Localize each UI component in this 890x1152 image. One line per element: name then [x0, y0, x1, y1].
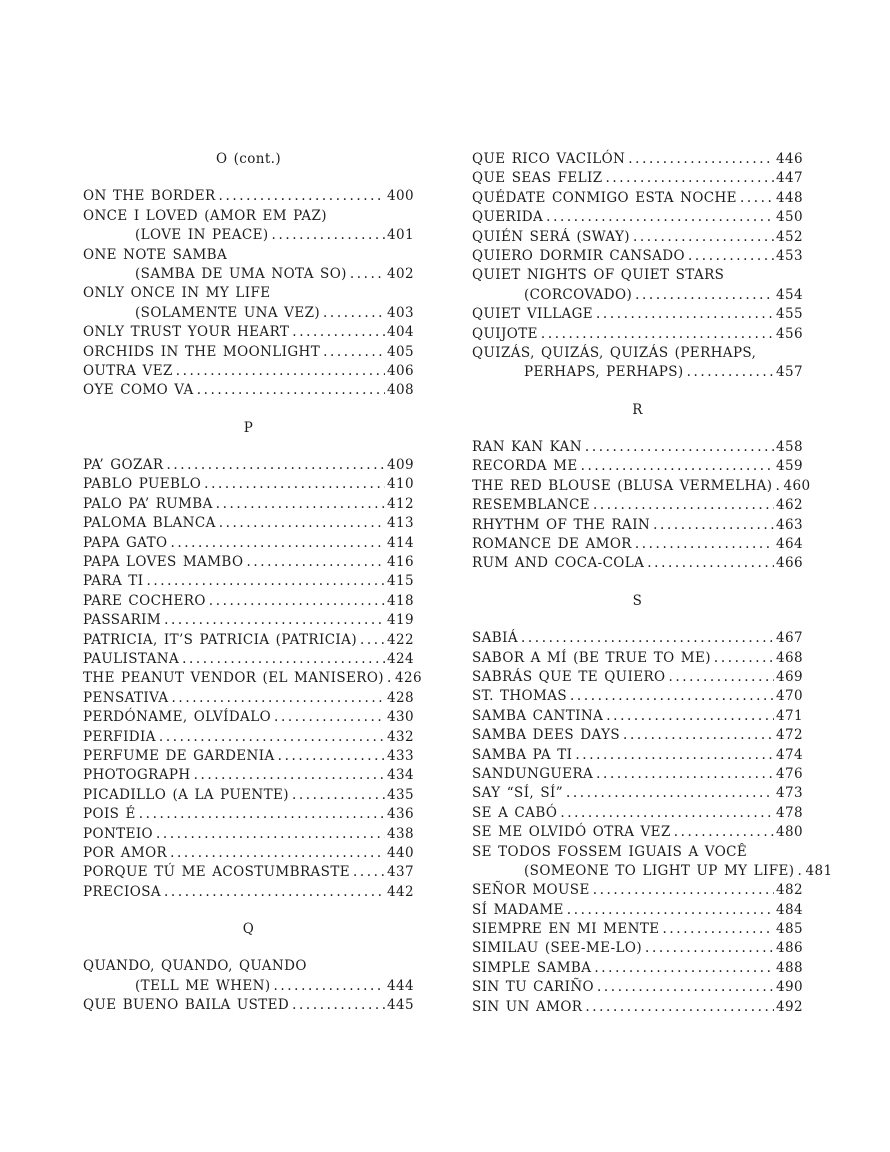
index-entry	[472, 286, 803, 305]
dot-leader	[647, 554, 774, 573]
entry-page-number: 444	[387, 977, 414, 994]
dot-leader	[164, 883, 385, 902]
index-entry	[472, 228, 803, 247]
entry-title: PAULISTANA	[83, 650, 180, 667]
index-entry	[83, 187, 414, 206]
entry-title: PHOTOGRAPH	[83, 767, 191, 784]
index-entry	[83, 475, 414, 494]
index-entry	[472, 668, 803, 687]
index-entry	[83, 766, 414, 785]
dot-leader	[687, 363, 774, 382]
dot-leader	[219, 187, 385, 206]
entry-title: PERFIDIA	[83, 728, 156, 745]
dot-leader	[594, 959, 774, 978]
entry-page-number: 455	[776, 306, 803, 323]
index-entry	[83, 226, 414, 245]
index-entry	[472, 247, 803, 266]
entry-title: PERFUME DE GARDENIA	[83, 747, 275, 764]
index-entry	[472, 496, 803, 515]
dot-leader	[775, 477, 781, 496]
entry-page-number: 454	[776, 286, 803, 303]
dot-leader	[164, 611, 385, 630]
entry-title: SANDUNGUERA	[472, 765, 594, 782]
entry-page-number: 453	[776, 247, 803, 264]
dot-leader	[194, 766, 385, 785]
entry-page-number: 442	[387, 883, 414, 900]
index-entry	[83, 246, 414, 265]
entry-page-number: 471	[776, 707, 803, 724]
entry-page-number: 418	[387, 592, 414, 609]
index-entry	[472, 477, 811, 496]
index-entry	[472, 998, 803, 1017]
entry-page-number: 440	[387, 844, 414, 861]
entry-page-number: 470	[776, 688, 803, 705]
index-entry	[83, 592, 414, 611]
entry-page-number: 482	[776, 882, 803, 899]
entry-page-number: 459	[776, 458, 803, 475]
entry-page-number: 464	[776, 536, 803, 553]
entry-page-number: 490	[776, 979, 803, 996]
entry-page-number: 403	[387, 304, 414, 321]
index-entry	[83, 805, 414, 824]
entry-page-number: 473	[776, 785, 803, 802]
entry-title: SAMBA CANTINA	[472, 707, 604, 724]
dot-leader	[623, 726, 774, 745]
entry-title: PABLO PUEBLO	[83, 476, 202, 493]
entry-page-number: 438	[387, 825, 414, 842]
dot-leader	[653, 516, 774, 535]
dot-leader	[566, 784, 774, 803]
entry-title: PARE COCHERO	[83, 592, 206, 609]
dot-leader	[274, 708, 385, 727]
dot-leader	[581, 457, 774, 476]
entry-title: ONE NOTE SAMBA	[83, 246, 228, 263]
entry-page-number: 484	[776, 901, 803, 918]
index-entry	[472, 746, 803, 765]
entry-page-number: 492	[776, 998, 803, 1015]
dot-leader	[567, 901, 774, 920]
dot-leader	[278, 747, 385, 766]
entry-page-number: 413	[387, 515, 414, 532]
entry-page-number: 428	[387, 689, 414, 706]
dot-leader	[597, 978, 774, 997]
dot-leader	[797, 862, 803, 881]
entry-title: SIMILAU (SEE-ME-LO)	[472, 940, 643, 957]
index-entry	[83, 883, 414, 902]
entry-title: PERDÓNAME, OLVÍDALO	[83, 709, 272, 726]
index-entry	[472, 438, 803, 457]
entry-title: PATRICIA, IT’S PATRICIA (PATRICIA)	[83, 631, 357, 648]
index-entry	[83, 572, 414, 591]
entry-page-number: 400	[387, 188, 414, 205]
entry-title: QUÉDATE CONMIGO ESTA NOCHE	[472, 189, 737, 206]
index-entry	[472, 516, 803, 535]
index-entry	[472, 784, 803, 803]
dot-leader	[360, 631, 385, 650]
index-entry	[472, 804, 803, 823]
entry-title: (SOLAMENTE UNA VEZ)	[135, 304, 321, 321]
entry-page-number: 472	[776, 727, 803, 744]
index-entry	[83, 863, 414, 882]
index-entry	[472, 208, 803, 227]
dot-leader	[156, 825, 385, 844]
index-entry	[83, 304, 414, 323]
dot-leader	[596, 765, 774, 784]
index-entry	[83, 708, 414, 727]
entry-page-number: 450	[776, 209, 803, 226]
index-entry	[472, 687, 803, 706]
entry-page-number: 422	[387, 631, 414, 648]
entry-page-number: 433	[387, 747, 414, 764]
index-entry	[83, 650, 414, 669]
entry-title: PALOMA BLANCA	[83, 515, 216, 532]
entry-page-number: 432	[387, 728, 414, 745]
dot-leader	[292, 323, 385, 342]
entry-title: ON THE BORDER	[83, 188, 216, 205]
dot-leader	[323, 343, 385, 362]
dot-leader	[605, 169, 774, 188]
entry-title: SE A CABÓ	[472, 804, 558, 821]
entry-title: (TELL ME WHEN)	[135, 977, 271, 994]
dot-leader	[182, 650, 385, 669]
entry-title: THE RED BLOUSE (BLUSA VERMELHA)	[472, 477, 773, 494]
index-entry	[83, 996, 414, 1015]
index-entry	[83, 265, 414, 284]
dot-leader	[593, 881, 774, 900]
entry-title: QUE BUENO BAILA USTED	[83, 997, 290, 1014]
entry-title: QUIERO DORMIR CANSADO	[472, 247, 686, 264]
entry-page-number: 447	[776, 170, 803, 187]
entry-title: SAMBA PA TI	[472, 746, 573, 763]
dot-leader	[170, 844, 385, 863]
entry-title: ONLY TRUST YOUR HEART	[83, 324, 290, 341]
dot-leader	[635, 286, 774, 305]
entry-title: SIN TU CARIÑO	[472, 979, 595, 996]
index-column-left	[83, 150, 422, 1016]
entry-title: SE ME OLVIDÓ OTRA VEZ	[472, 824, 671, 841]
entry-title: PICADILLO (A LA PUENTE)	[83, 786, 289, 803]
entry-page-number: 419	[387, 612, 414, 629]
entry-title: SIN UN AMOR	[472, 998, 583, 1015]
index-entry	[83, 786, 414, 805]
entry-title: ORCHIDS IN THE MOONLIGHT	[83, 343, 321, 360]
entry-title: SABIÁ	[472, 630, 519, 647]
index-entry	[472, 959, 803, 978]
index-entry	[83, 323, 414, 342]
section-header: R	[632, 401, 643, 418]
entry-title: SE TODOS FOSSEM IGUAIS A VOCÊ	[472, 843, 748, 860]
index-entry	[83, 977, 414, 996]
dot-leader	[139, 805, 385, 824]
dot-leader	[585, 998, 774, 1017]
entry-title: QUIJOTE	[472, 325, 538, 342]
entry-page-number: 416	[387, 554, 414, 571]
entry-page-number: 405	[387, 343, 414, 360]
entry-page-number: 424	[387, 650, 414, 667]
index-entry	[472, 765, 803, 784]
index-entry	[83, 825, 414, 844]
entry-page-number: 404	[387, 324, 414, 341]
entry-title: SÍ MADAME	[472, 901, 564, 918]
index-entry	[472, 150, 803, 169]
entry-page-number: 437	[387, 864, 414, 881]
index-entry	[83, 381, 414, 400]
dot-leader	[172, 689, 386, 708]
entry-title: RAN KAN KAN	[472, 439, 582, 456]
entry-page-number: 414	[387, 534, 414, 551]
index-entry	[83, 362, 414, 381]
entry-title: QUE SEAS FELIZ	[472, 170, 603, 187]
entry-title: SEÑOR MOUSE	[472, 882, 590, 899]
index-entry	[472, 881, 803, 900]
entry-page-number: 406	[387, 362, 414, 379]
dot-leader	[570, 687, 774, 706]
entry-title: SAMBA DEES DAYS	[472, 727, 621, 744]
index-entry	[472, 457, 803, 476]
index-entry	[472, 305, 803, 324]
entry-page-number: 460	[783, 477, 811, 494]
index-column-right	[472, 150, 833, 1017]
dot-leader	[159, 728, 385, 747]
dot-leader	[272, 226, 385, 245]
entry-title: ROMANCE DE AMOR	[472, 536, 632, 553]
entry-title: OYE COMO VA	[83, 382, 194, 399]
entry-title: ONCE I LOVED (AMOR EM PAZ)	[83, 207, 327, 224]
dot-leader	[209, 592, 385, 611]
index-entry	[83, 207, 414, 226]
entry-title: SIEMPRE EN MI MENTE	[472, 921, 660, 938]
entry-page-number: 463	[776, 516, 803, 533]
dot-leader	[593, 496, 774, 515]
index-entry	[83, 553, 414, 572]
entry-title: SIMPLE SAMBA	[472, 959, 592, 976]
entry-page-number: 452	[776, 228, 803, 245]
entry-title: QUIÉN SERÁ (SWAY)	[472, 228, 630, 245]
index-entry	[472, 629, 803, 648]
dot-leader	[521, 629, 774, 648]
dot-leader	[350, 265, 385, 284]
dot-leader	[274, 977, 386, 996]
dot-leader	[635, 535, 774, 554]
entry-title: PONTEIO	[83, 825, 154, 842]
entry-title: SABRÁS QUE TE QUIERO	[472, 668, 666, 685]
index-entry	[83, 514, 414, 533]
entry-page-number: 401	[387, 227, 414, 244]
index-entry	[83, 669, 422, 688]
index-entry	[83, 611, 414, 630]
entry-page-number: 448	[776, 189, 803, 206]
entry-title: QUIET NIGHTS OF QUIET STARS	[472, 267, 725, 284]
dot-leader	[606, 707, 774, 726]
entry-title: QUIET VILLAGE	[472, 306, 594, 323]
dot-leader	[387, 669, 393, 688]
index-entry	[472, 901, 803, 920]
dot-leader	[170, 534, 385, 553]
entry-page-number: 458	[776, 439, 803, 456]
entry-title: PASSARIM	[83, 612, 162, 629]
index-entry	[83, 631, 414, 650]
entry-page-number: 478	[776, 804, 803, 821]
index-entry	[472, 920, 803, 939]
dot-leader	[204, 475, 385, 494]
entry-title: PA’ GOZAR	[83, 457, 164, 474]
dot-leader	[585, 438, 774, 457]
index-entry	[472, 843, 803, 862]
dot-leader	[197, 381, 385, 400]
section-header: P	[243, 419, 254, 436]
dot-leader	[668, 668, 774, 687]
dot-leader	[146, 572, 385, 591]
dot-leader	[176, 362, 385, 381]
entry-title: RECORDA ME	[472, 458, 578, 475]
entry-page-number: 415	[387, 573, 414, 590]
entry-title: PAPA GATO	[83, 534, 168, 551]
entry-title: OUTRA VEZ	[83, 362, 173, 379]
index-entry	[472, 363, 803, 382]
entry-page-number: 430	[387, 709, 414, 726]
entry-page-number: 468	[776, 649, 803, 666]
entry-page-number: 462	[776, 497, 803, 514]
dot-leader	[688, 247, 774, 266]
entry-title: POIS É	[83, 806, 136, 823]
dot-leader	[575, 746, 774, 765]
index-entry	[83, 728, 414, 747]
dot-leader	[166, 456, 385, 475]
dot-leader	[628, 150, 774, 169]
entry-title: QUIZÁS, QUIZÁS, QUIZÁS (PERHAPS,	[472, 344, 757, 361]
entry-page-number: 410	[387, 476, 414, 493]
entry-title: (SAMBA DE UMA NOTA SO)	[135, 265, 347, 282]
dot-leader	[546, 208, 774, 227]
entry-page-number: 434	[387, 767, 414, 784]
entry-title: RESEMBLANCE	[472, 497, 590, 514]
index-entry	[472, 862, 833, 881]
entry-page-number: 485	[776, 921, 803, 938]
index-entry	[472, 707, 803, 726]
entry-page-number: 467	[776, 630, 803, 647]
entry-page-number: 457	[776, 364, 803, 381]
index-entry	[83, 534, 414, 553]
entry-title: PERHAPS, PERHAPS)	[524, 364, 684, 381]
entry-page-number: 488	[776, 959, 803, 976]
dot-leader	[596, 305, 774, 324]
entry-page-number: 446	[776, 151, 803, 167]
entry-title: RUM AND COCA-COLA	[472, 555, 645, 572]
dot-leader	[219, 514, 385, 533]
entry-title: PRECIOSA	[83, 883, 162, 900]
section-header: O (cont.)	[215, 151, 282, 167]
dot-leader	[633, 228, 774, 247]
entry-title: ONLY ONCE IN MY LIFE	[83, 285, 271, 302]
entry-title: PAPA LOVES MAMBO	[83, 554, 244, 571]
dot-leader	[292, 786, 385, 805]
dot-leader	[674, 823, 774, 842]
section-header: Q	[242, 921, 255, 938]
entry-page-number: 402	[387, 265, 414, 282]
dot-leader	[740, 189, 774, 208]
entry-title: (CORCOVADO)	[524, 286, 633, 303]
entry-page-number: 476	[776, 765, 803, 782]
entry-page-number: 474	[776, 746, 803, 763]
entry-title: ST. THOMAS	[472, 688, 568, 705]
dot-leader	[560, 804, 774, 823]
entry-page-number: 466	[776, 555, 803, 572]
entry-title: (LOVE IN PEACE)	[135, 227, 269, 244]
index-entry	[83, 495, 414, 514]
dot-leader	[216, 495, 385, 514]
dot-leader	[714, 649, 774, 668]
entry-page-number: 469	[776, 668, 803, 685]
index-entry	[83, 343, 414, 362]
entry-title: PALO PA’ RUMBA	[83, 495, 213, 512]
entry-page-number: 409	[387, 457, 414, 474]
entry-page-number: 435	[387, 786, 414, 803]
index-entry	[472, 189, 803, 208]
entry-title: PENSATIVA	[83, 689, 169, 706]
index-entry	[472, 939, 803, 958]
index-entry	[83, 957, 414, 976]
entry-title: SAY “SÍ, SÍ”	[472, 785, 564, 802]
dot-leader	[663, 920, 775, 939]
section-header: S	[632, 592, 643, 609]
entry-title: QUE RICO VACILÓN	[472, 151, 626, 167]
index-entry	[83, 844, 414, 863]
entry-title: SABOR A MÍ (BE TRUE TO ME)	[472, 649, 711, 666]
index-entry	[83, 456, 414, 475]
entry-title: PORQUE TÚ ME ACOSTUMBRASTE	[83, 864, 350, 881]
entry-page-number: 481	[805, 862, 833, 879]
index-entry	[83, 747, 414, 766]
entry-page-number: 436	[387, 806, 414, 823]
entry-title: (SOMEONE TO LIGHT UP MY LIFE)	[524, 862, 795, 879]
index-entry	[472, 823, 803, 842]
index-entry	[472, 169, 803, 188]
dot-leader	[353, 863, 385, 882]
entry-title: QUANDO, QUANDO, QUANDO	[83, 958, 307, 975]
entry-title: QUERIDA	[472, 209, 544, 226]
index-entry	[472, 554, 803, 573]
index-entry	[83, 284, 414, 303]
entry-page-number: 456	[776, 325, 803, 342]
index-entry	[472, 649, 803, 668]
dot-leader	[292, 996, 385, 1015]
index-entry	[472, 978, 803, 997]
index-entry	[472, 344, 803, 363]
dot-leader	[645, 939, 774, 958]
entry-page-number: 486	[776, 940, 803, 957]
entry-page-number: 408	[387, 382, 414, 399]
entry-page-number: 412	[387, 495, 414, 512]
entry-page-number: 445	[387, 997, 414, 1014]
entry-page-number: 480	[776, 824, 803, 841]
dot-leader	[246, 553, 385, 572]
entry-title: PARA TI	[83, 573, 144, 590]
dot-leader	[323, 304, 385, 323]
index-entry	[472, 266, 803, 285]
index-entry	[472, 726, 803, 745]
entry-title: RHYTHM OF THE RAIN	[472, 516, 651, 533]
index-entry	[83, 689, 414, 708]
entry-title: THE PEANUT VENDOR (EL MANISERO)	[83, 670, 384, 687]
entry-title: POR AMOR	[83, 844, 168, 861]
dot-leader	[541, 325, 774, 344]
entry-page-number: 426	[394, 670, 422, 687]
index-entry	[472, 325, 803, 344]
index-entry	[472, 535, 803, 554]
